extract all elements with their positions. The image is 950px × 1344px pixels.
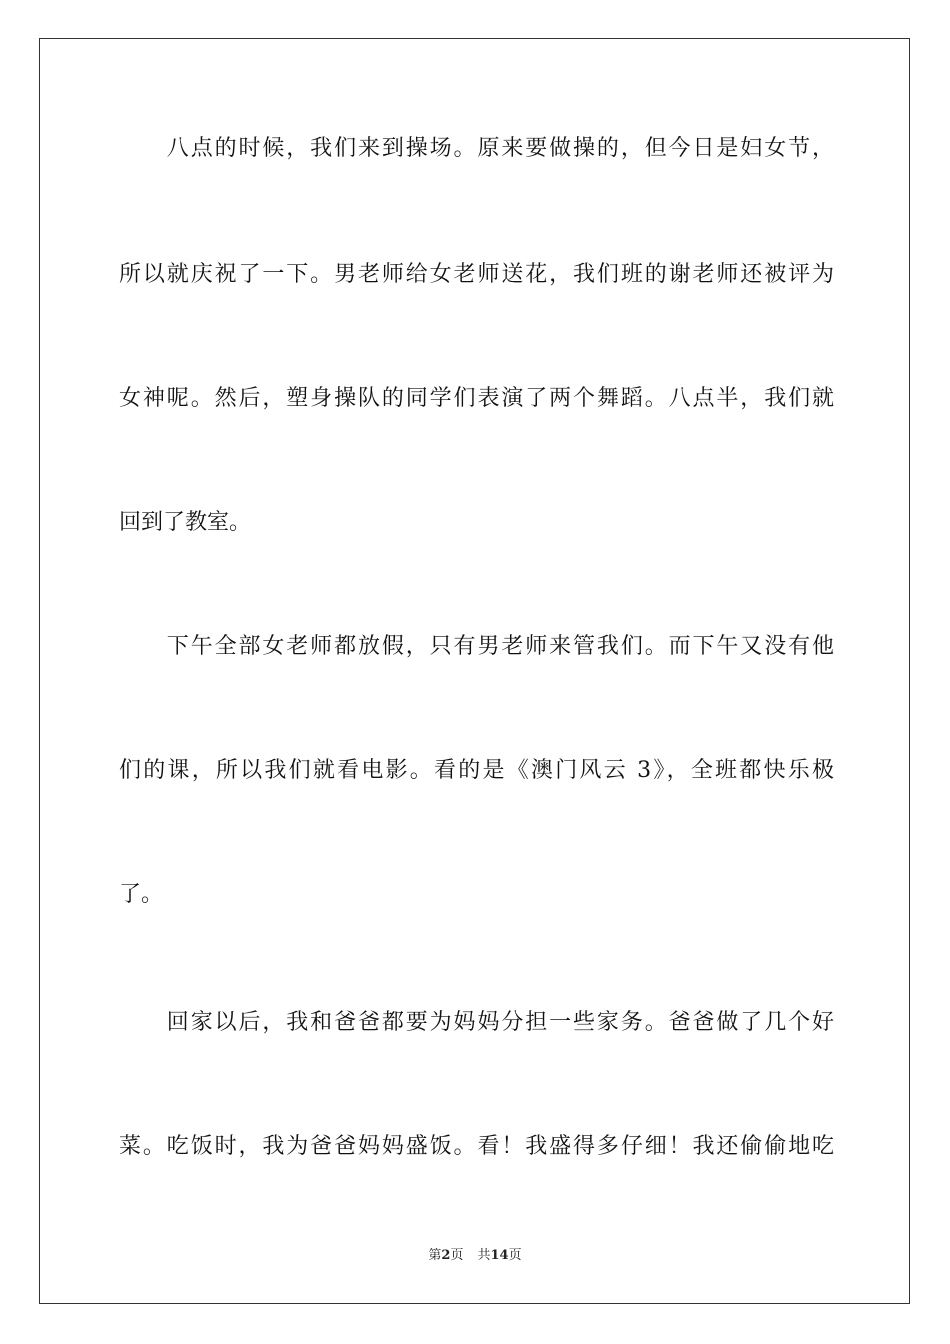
text-line: 回到了教室。: [119, 510, 252, 535]
text-line: 下午全部女老师都放假，只有男老师来管我们。而下午又没有他: [119, 634, 834, 659]
text-line: 们的课，所以我们就看电影。看的是《澳门风云 3》，全班都快乐极: [119, 758, 834, 783]
text-line: 所以就庆祝了一下。男老师给女老师送花，我们班的谢老师还被评为: [119, 262, 834, 287]
page-prefix: 第: [428, 1248, 442, 1263]
text-line: 八点的时候，我们来到操场。原来要做操的，但今日是妇女节，: [119, 136, 834, 161]
page-border: [39, 38, 910, 1304]
total-pages: 14: [490, 1248, 509, 1263]
text-line: 了。: [119, 882, 164, 907]
page-number: 2: [441, 1248, 451, 1263]
total-suffix: 页: [508, 1248, 522, 1263]
text-line: 菜。吃饭时，我为爸爸妈妈盛饭。看！我盛得多仔细！我还偷偷地吃: [119, 1134, 834, 1159]
text-line: 女神呢。然后，塑身操队的同学们表演了两个舞蹈。八点半，我们就: [119, 386, 834, 411]
page-footer: [0, 1247, 950, 1265]
page-suffix: 页: [450, 1248, 464, 1263]
total-prefix: 共: [477, 1248, 491, 1263]
text-line: 回家以后，我和爸爸都要为妈妈分担一些家务。爸爸做了几个好: [119, 1010, 834, 1035]
